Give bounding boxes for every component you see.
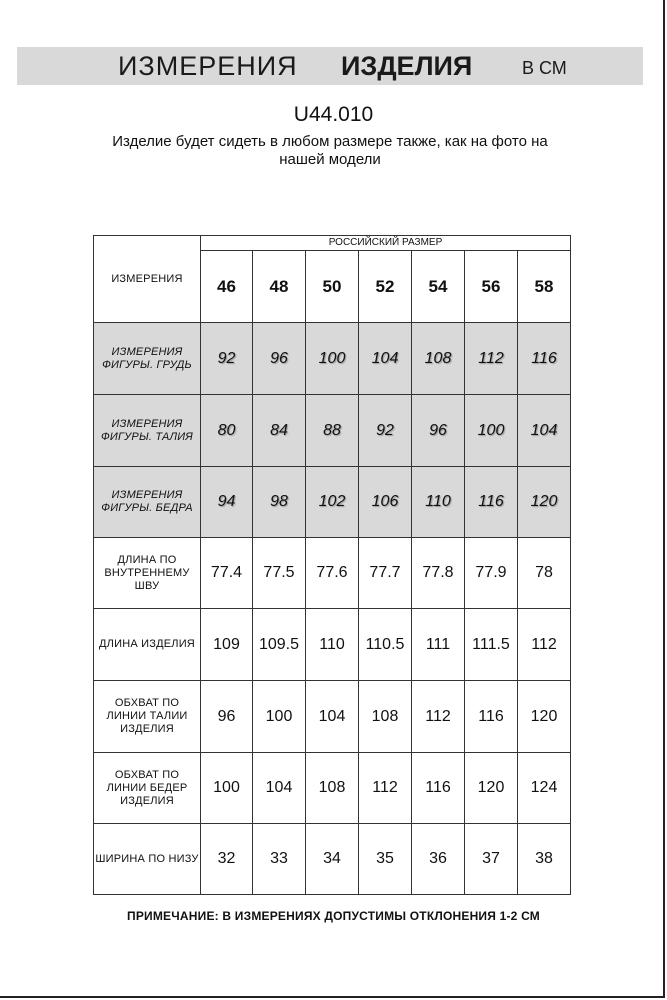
measurement-value: 77.7: [359, 538, 412, 609]
tolerance-footnote: ПРИМЕЧАНИЕ: В ИЗМЕРЕНИЯХ ДОПУСТИМЫ ОТКЛОНЕНИЯ 1-2 СМ: [127, 909, 540, 923]
measurement-value: 100: [465, 395, 518, 467]
size-group-header: РОССИЙСКИЙ РАЗМЕР: [201, 236, 571, 251]
size-header-cell: 54: [412, 251, 465, 323]
measurement-value: 120: [465, 753, 518, 824]
measurement-value: 110.5: [359, 609, 412, 681]
measurement-value: 110: [412, 467, 465, 538]
measurement-value: 33: [253, 824, 306, 895]
measurement-value: 124: [518, 753, 571, 824]
measurement-value: 109: [201, 609, 253, 681]
measurement-value: 108: [359, 681, 412, 753]
measurement-value: 104: [359, 323, 412, 395]
measurement-value: 112: [412, 681, 465, 753]
measurement-value: 77.6: [306, 538, 359, 609]
measurement-value: 111.5: [465, 609, 518, 681]
table-row: [94, 681, 571, 753]
measurement-value: 108: [306, 753, 359, 824]
measurement-value: 100: [253, 681, 306, 753]
measurement-value: 84: [253, 395, 306, 467]
header-title-measurements: ИЗМЕРЕНИЯ: [118, 51, 298, 81]
measurement-value: 112: [359, 753, 412, 824]
size-header-cell: 56: [465, 251, 518, 323]
measurement-label: ОБХВАТ ПО ЛИНИИ ТАЛИИ ИЗДЕЛИЯ: [94, 681, 201, 753]
measurement-value: 96: [201, 681, 253, 753]
measurement-value: 77.9: [465, 538, 518, 609]
measurement-value: 108: [412, 323, 465, 395]
measurement-value: 32: [201, 824, 253, 895]
measurement-value: 34: [306, 824, 359, 895]
measurement-value: 104: [518, 395, 571, 467]
fit-note: Изделие будет сидеть в любом размере также, как на фото на нашей модели: [112, 133, 548, 168]
measurement-label: ИЗМЕРЕНИЯ ФИГУРЫ. ТАЛИЯ: [94, 395, 201, 467]
measurement-label: ИЗМЕРЕНИЯ ФИГУРЫ. БЕДРА: [94, 467, 201, 538]
measurement-value: 94: [201, 467, 253, 538]
measurement-value: 77.4: [201, 538, 253, 609]
measurement-value: 120: [518, 467, 571, 538]
size-header-cell: 46: [201, 251, 253, 323]
table-row: [94, 467, 571, 538]
measurement-value: 96: [253, 323, 306, 395]
measurement-value: 110: [306, 609, 359, 681]
measurement-value: 38: [518, 824, 571, 895]
size-table: [93, 235, 571, 895]
measurement-value: 98: [253, 467, 306, 538]
measurement-value: 120: [518, 681, 571, 753]
measurement-label: ИЗМЕРЕНИЯ ФИГУРЫ. ГРУДЬ: [94, 323, 201, 395]
table-row: [94, 395, 571, 467]
measurement-value: 104: [253, 753, 306, 824]
measurement-label: ОБХВАТ ПО ЛИНИИ БЕДЕР ИЗДЕЛИЯ: [94, 753, 201, 824]
measurement-value: 80: [201, 395, 253, 467]
table-row: [94, 824, 571, 895]
measurement-value: 100: [306, 323, 359, 395]
corner-header-cell: ИЗМЕРЕНИЯ: [94, 236, 201, 323]
measurement-value: 112: [518, 609, 571, 681]
measurement-value: 104: [306, 681, 359, 753]
table-row: [94, 609, 571, 681]
measurement-value: 36: [412, 824, 465, 895]
table-row: [94, 538, 571, 609]
measurement-value: 116: [518, 323, 571, 395]
measurement-label: ДЛИНА ИЗДЕЛИЯ: [94, 609, 201, 681]
measurement-value: 88: [306, 395, 359, 467]
measurement-value: 77.5: [253, 538, 306, 609]
size-header-cell: 50: [306, 251, 359, 323]
measurement-value: 37: [465, 824, 518, 895]
measurement-value: 111: [412, 609, 465, 681]
table-row: [94, 753, 571, 824]
measurement-value: 92: [201, 323, 253, 395]
measurement-value: 78: [518, 538, 571, 609]
measurement-label: ДЛИНА ПО ВНУТРЕННЕМУ ШВУ: [94, 538, 201, 609]
measurement-value: 100: [201, 753, 253, 824]
measurement-label: ШИРИНА ПО НИЗУ: [94, 824, 201, 895]
measurement-value: 96: [412, 395, 465, 467]
size-header-cell: 48: [253, 251, 306, 323]
measurement-value: 92: [359, 395, 412, 467]
measurement-value: 35: [359, 824, 412, 895]
measurement-value: 116: [412, 753, 465, 824]
measurement-value: 77.8: [412, 538, 465, 609]
size-header-cell: 52: [359, 251, 412, 323]
size-header-cell: 58: [518, 251, 571, 323]
table-row: [94, 323, 571, 395]
measurement-value: 112: [465, 323, 518, 395]
measurement-value: 109.5: [253, 609, 306, 681]
product-code: U44.010: [293, 103, 374, 126]
measurement-value: 116: [465, 681, 518, 753]
measurement-value: 106: [359, 467, 412, 538]
measurement-value: 116: [465, 467, 518, 538]
header-title-unit: В СМ: [522, 58, 567, 78]
header-title-product: ИЗДЕЛИЯ: [341, 51, 473, 81]
measurement-value: 102: [306, 467, 359, 538]
